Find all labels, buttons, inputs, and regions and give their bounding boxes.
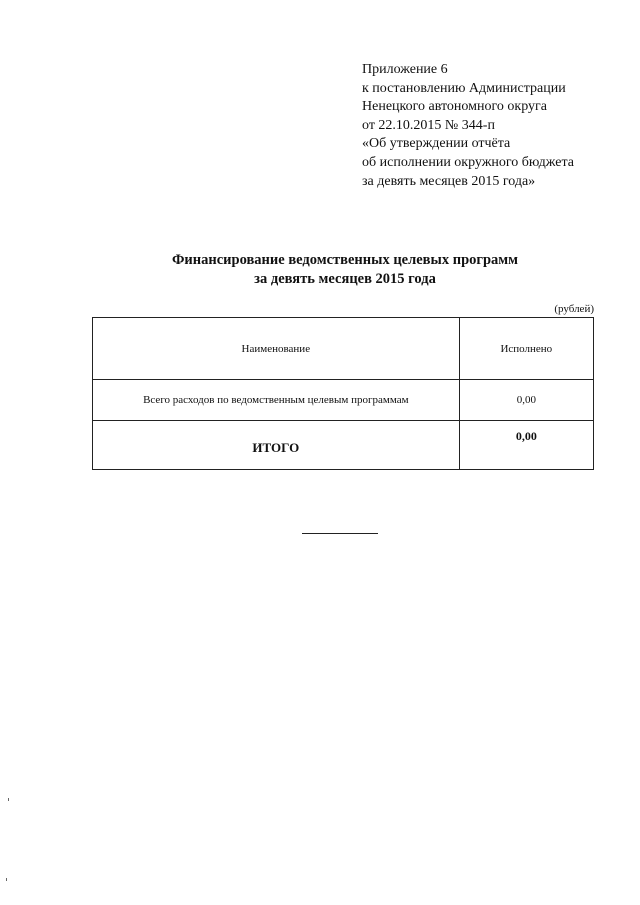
annex-line-1: Приложение 6: [362, 62, 448, 77]
row-name: Всего расходов по ведомственным целевым программам: [93, 380, 460, 421]
total-label: ИТОГО: [93, 421, 460, 470]
total-value: 0,00: [459, 421, 593, 470]
header-name: Наименование: [93, 318, 460, 380]
annex-line-4: от 22.10.2015 № 344-п: [362, 117, 495, 133]
document-title: [100, 251, 590, 288]
row-value: 0,00: [459, 380, 593, 421]
title-line-2: за девять месяцев 2015 года: [254, 270, 436, 287]
scan-speck: [8, 798, 9, 801]
annex-line-3: Ненецкого автономного округа: [362, 99, 547, 115]
scan-speck: [6, 878, 7, 881]
table-header-row: [93, 318, 594, 380]
annex-line-5: «Об утверждении отчёта: [362, 136, 511, 152]
title-line-1: Финансирование ведомственных целевых программ: [171, 252, 519, 268]
annex-line-6: об исполнении окружного бюджета: [362, 154, 574, 170]
annex-line-2: к постановлению Администрации: [362, 80, 566, 96]
total-row: [93, 421, 594, 470]
table-row: [93, 380, 594, 421]
annex-line-7: за девять месяцев 2015 года»: [362, 173, 536, 189]
end-separator-line: [302, 533, 378, 534]
annex-header: [362, 61, 622, 191]
header-executed: Исполнено: [459, 318, 593, 380]
financing-table: [92, 317, 594, 470]
units-label: (рублей): [554, 303, 594, 315]
